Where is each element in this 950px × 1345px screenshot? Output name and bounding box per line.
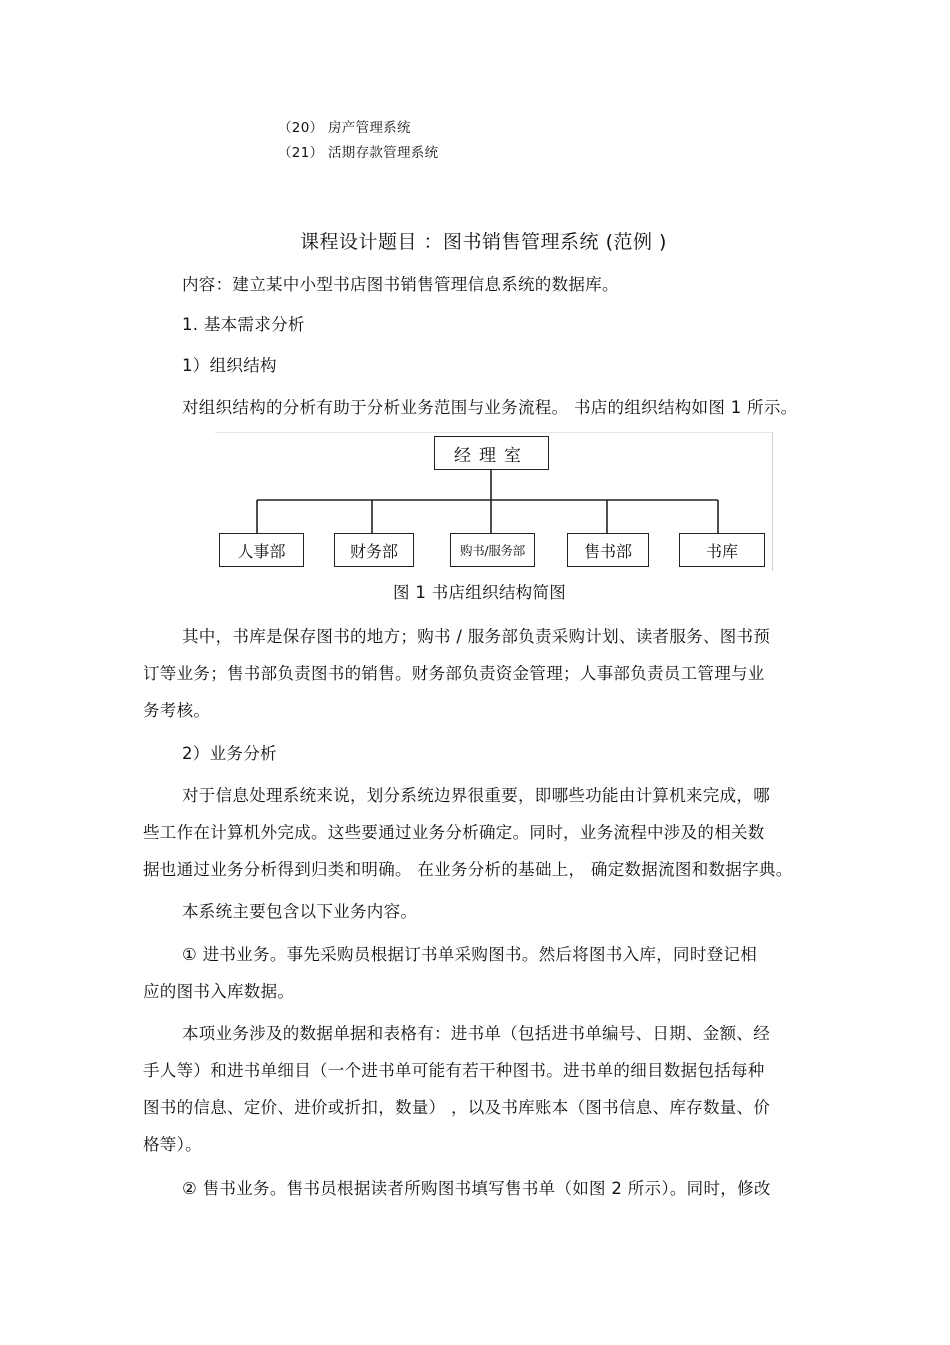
org-paragraph: 对组织结构的分析有助于分析业务范围与业务流程。 书店的组织结构如图 1 所示。 [182, 398, 798, 417]
org-note-line-3: 务考核。 [143, 701, 211, 720]
business-line-2: 些工作在计算机外完成。这些要通过业务分析确定。同时，业务流程中涉及的相关数 [143, 823, 765, 842]
business-line-1: 对于信息处理系统来说，划分系统边界很重要，即哪些功能由计算机来完成，哪 [182, 786, 770, 805]
list-item-20: （20） 房产管理系统 [278, 120, 411, 136]
item1-line-1: ① 进书业务。事先采购员根据订书单采购图书。然后将图书入库，同时登记相 [182, 945, 758, 964]
intro-paragraph: 内容：建立某中小型书店图书销售管理信息系统的数据库。 [182, 275, 619, 294]
item1-detail-line-2: 手人等）和进书单细目（一个进书单可能有若干种图书。进书单的细目数据包括每种 [143, 1061, 765, 1080]
org-node-purchase-service: 购书/服务部 [450, 533, 535, 567]
item1-detail-line-4: 格等）。 [143, 1135, 202, 1154]
org-node-hr: 人事部 [219, 533, 304, 567]
item1-line-2: 应的图书入库数据。 [143, 982, 295, 1001]
org-node-warehouse: 书库 [679, 533, 765, 567]
org-node-manager-office: 经理室 [434, 436, 549, 470]
business-main-intro: 本系统主要包含以下业务内容。 [182, 902, 418, 921]
item1-detail-line-1: 本项业务涉及的数据单据和表格有：进书单（包括进书单编号、日期、金额、经 [182, 1024, 770, 1043]
page-title: 课程设计题目 ：图书销售管理系统 (范例 ) [300, 231, 667, 253]
org-node-sales: 售书部 [567, 533, 649, 567]
subsection-heading-business: 2）业务分析 [182, 744, 277, 763]
subsection-heading-org: 1）组织结构 [182, 356, 277, 375]
org-node-finance: 财务部 [334, 533, 414, 567]
list-item-21: （21） 活期存款管理系统 [278, 145, 439, 161]
section-heading-requirements: 1. 基本需求分析 [182, 315, 305, 334]
figure-caption: 图 1 书店组织结构简图 [393, 583, 567, 602]
org-chart-figure [215, 432, 773, 571]
item2-line-1: ② 售书业务。售书员根据读者所购图书填写售书单（如图 2 所示）。同时，修改 [182, 1179, 771, 1198]
item1-detail-line-3: 图书的信息、定价、进价或折扣，数量） ，以及书库账本（图书信息、库存数量、价 [143, 1098, 771, 1117]
org-note-line-2: 订等业务；售书部负责图书的销售。财务部负责资金管理；人事部负责员工管理与业 [143, 664, 765, 683]
business-line-3: 据也通过业务分析得到归类和明确。 在业务分析的基础上， 确定数据流图和数据字典。 [143, 860, 793, 879]
org-note-line-1: 其中，书库是保存图书的地方；购书 / 服务部负责采购计划、读者服务、图书预 [182, 627, 771, 646]
